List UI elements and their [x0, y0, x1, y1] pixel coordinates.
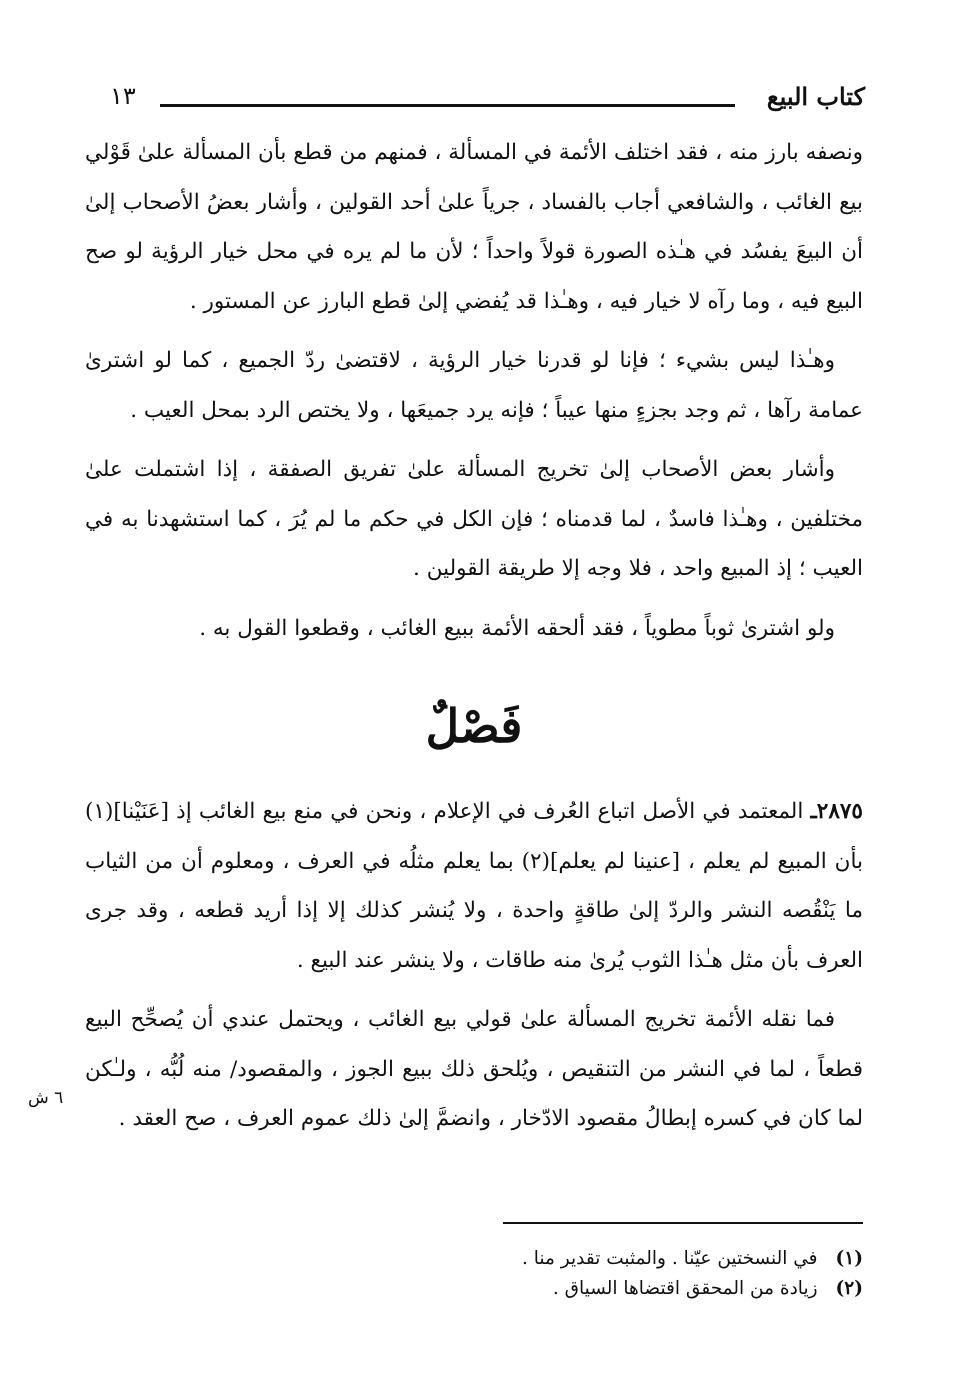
paragraph-number: ٢٨٧٥ـ — [810, 799, 863, 824]
footnote — [90, 1244, 863, 1274]
header-rule — [160, 104, 735, 107]
footnote-number: (٢) — [835, 1278, 863, 1299]
footnotes — [90, 1244, 863, 1304]
section-heading: فَصْلٌ — [425, 699, 523, 753]
paragraph-text: المعتمد في الأصل اتباع العُرف في الإعلام ، ونحن في منع بيع الغائب إذ [عَنَيْنا](١) بأن المبيع لم يعلم ، [عنينا لم يعلم](٢) بما يعلم مثلُه في العرف ، ومعلوم أن من الثياب ما يَنْقُصه النشر والردّ إلىٰ طاقةٍ واحدة ، ولا يُنشر كذلك إلا إذا أريد قطعه ، وقد جرى العرف بأن مثل هـٰذا الثوب يُرىٰ منه طاقات ، ولا ينشر عند البيع . — [85, 799, 863, 973]
paragraph: وأشار بعض الأصحاب إلىٰ تخريج المسألة علىٰ تفريق الصفقة ، إذا اشتملت علىٰ مختلفين ، وهـٰذا فاسدٌ ، لما قدمناه ؛ فإن الكل في حكم ما لم يُرَ ، كما استشهدنا به في العيب ؛ إذ المبيع واحد ، فلا وجه إلا طريقة القولين . — [85, 457, 863, 581]
paragraph: فما نقله الأئمة تخريج المسألة علىٰ قولي بيع الغائب ، ويحتمل عندي أن يُصحِّح البيع قطعاً ، لما في النشر من التنقيص ، ويُلحق ذلك ببيع الجوز ، والمقصود/ منه لُبُّه ، ولـٰكن لما كان في كسره إبطالُ مقصود الادّخار ، وانضمَّ إلىٰ ذلك عموم العرف ، صح العقد . — [85, 1007, 863, 1131]
paragraph: ولو اشترىٰ ثوباً مطوياً ، فقد ألحقه الأئمة ببيع الغائب ، وقطعوا القول به . — [199, 615, 835, 641]
page-number: ١٣ — [110, 82, 136, 110]
footnote-number: (١) — [835, 1248, 863, 1269]
footnote-text: في النسختين عيّنا . والمثبت تقدير منا . — [522, 1248, 818, 1269]
footnote-text: زيادة من المحقق اقتضاها السياق . — [552, 1278, 818, 1299]
footnote-separator — [503, 1222, 863, 1224]
manuscript-folio-note: ٦ ش — [28, 1088, 64, 1108]
running-header — [110, 82, 865, 122]
numbered-paragraph — [85, 787, 863, 985]
paragraph: ونصفه بارز منه ، فقد اختلف الأئمة في المسألة ، فمنهم من قطع بأن المسألة علىٰ قَوْلي بيع الغائب ، والشافعي أجاب بالفساد ، جرياً علىٰ أحد القولين ، وأشار بعضُ الأصحاب إلىٰ أن البيعَ يفسُد في هـٰذه الصورة قولاً واحداً ؛ لأن ما لم يره في محل خيار الرؤية لو صح البيع فيه ، وما رآه لا خيار فيه ، وهـٰذا قد يُفضي إلىٰ قطع البارز عن المستور . — [85, 140, 863, 314]
footnote — [90, 1274, 863, 1304]
main-text — [85, 128, 863, 1154]
paragraph: وهـٰذا ليس بشيء ؛ فإنا لو قدرنا خيار الرؤية ، لاقتضىٰ ردّ الجميع ، كما لو اشترىٰ عمامة رآها ، ثم وجد بجزءٍ منها عيباً ؛ فإنه يرد جميعَها ، ولا يختص الرد بمحل العيب . — [85, 348, 863, 423]
running-title: كتاب البيع — [766, 82, 865, 111]
